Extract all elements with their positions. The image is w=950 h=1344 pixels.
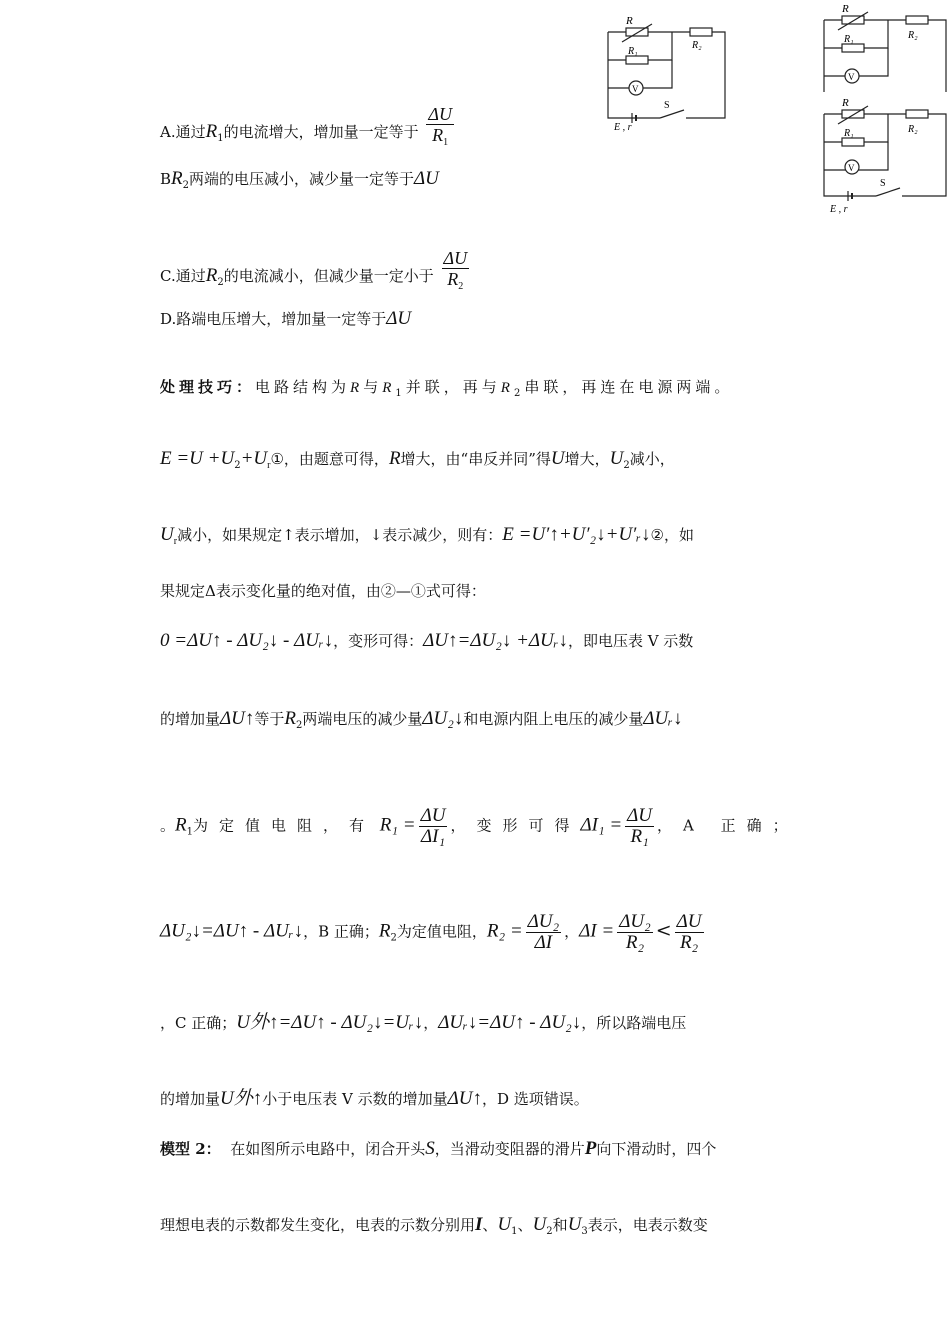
equation-1-line: $E =U +U_2+U_r①$，由题意可得，R增大，由“串反并同”得U增大，$U_2$减小，: [160, 448, 675, 471]
resistor-r: [626, 28, 648, 36]
option-d: D.路端电压增大，增加量一定等于ΔU: [160, 308, 412, 329]
resistor-r1: [626, 56, 648, 64]
svg-text:E , r: E , r: [614, 122, 632, 133]
circuit-diagram-main: [600, 10, 735, 135]
equation-7-line: ΔU₂↓=ΔU↑ - ΔUᵣ↓，B 正确；$R_2$为定值电阻，R₂ = $\frac{\text{ΔU₂}}{\Delta I}$ ，ΔI = $\frac{\text{ΔU₂}}{\text{R₂}}$ < $\frac{\Delta U}{\text{R₂}}$: [160, 911, 702, 953]
model-2-line-2: 理想电表的示数都发生变化，电表的示数分别用I、$U_1$、$U_2$和$U_3$表示，电表示数变: [160, 1214, 708, 1237]
fraction: $\frac{\text{ΔU₂}}{\Delta I}$: [527, 911, 560, 953]
svg-text:R: R: [842, 3, 849, 15]
equation-9-line: 的增加量U外↑小于电压表 V 示数的增加量ΔU↑，D 选项错误。: [160, 1088, 589, 1109]
equation-8-line: ，C 正确；U外↑=ΔU↑ - ΔU₂↓=Uᵣ↓，ΔUᵣ↓=ΔU↑ - ΔU₂↓，所以路端电压: [160, 1012, 687, 1033]
technique-line: 处理技巧：电路结构为R与$R_1$并联，再与$R_2$串联，再连在电源两端。: [160, 378, 734, 399]
svg-text:S: S: [664, 100, 670, 111]
resistor-r2: [690, 28, 712, 36]
svg-text:R₂: R₂: [908, 124, 918, 135]
equation-2-line: $U_r$减小，如果规定↑表示增加，↓表示减少，则有：E =U′↑+U′₂↓+U′ᵣ↓②，如: [160, 524, 694, 547]
fraction: $\frac{\Delta U}{R_1}$: [428, 104, 452, 148]
svg-text:V: V: [632, 84, 639, 94]
circuit-diagram-copy-bottom: [818, 94, 950, 216]
fraction: $\frac{\text{ΔU₂}}{\text{R₂}}$: [619, 911, 651, 953]
fraction: $\frac{\Delta U}{\text{ΔI₁}}$: [420, 805, 446, 847]
svg-text:V: V: [848, 163, 855, 173]
svg-text:R₂: R₂: [908, 30, 918, 41]
svg-text:R₁: R₁: [628, 46, 638, 57]
fraction: $\frac{\Delta U}{\text{R₂}}$: [676, 911, 702, 953]
option-a: A.通过$R_1$的电流增大，增加量一定等于 $\frac{\Delta U}{R_1}$: [160, 104, 792, 153]
svg-text:S: S: [880, 178, 886, 189]
option-c: C.通过$R_2$的电流减小，但减少量一定小于 $\frac{\Delta U}{R_2}$: [160, 248, 792, 297]
circuit-diagram-copy-top: [818, 0, 950, 92]
svg-text:R: R: [626, 15, 633, 27]
equation-4-line: 0 =ΔU↑ - ΔU₂↓ - ΔUᵣ↓，变形可得：ΔU↑=ΔU₂↓ +ΔUᵣ↓，即电压表 V 示数: [160, 630, 694, 651]
equation-3-line: 果规定Δ表示变化量的绝对值，由②—①式可得：: [160, 582, 486, 600]
equation-5-line: 的增加量ΔU↑等于$R_2$两端电压的减少量ΔU₂↓和电源内阻上电压的减少量ΔUᵣ↓: [160, 708, 683, 731]
svg-text:R₁: R₁: [844, 128, 854, 139]
equation-6-line: 。$R_1$为定值电阻，有 R₁ = $\frac{\Delta U}{\text{ΔI₁}}$ ，变形可得ΔI₁ = $\frac{\Delta U}{\text{R₁}}$ ，A 正确；: [160, 805, 799, 847]
svg-text:R: R: [842, 97, 849, 109]
fraction: $\frac{\Delta U}{R_2}$: [443, 248, 468, 292]
svg-text:R₂: R₂: [692, 40, 702, 51]
svg-text:R₁: R₁: [844, 34, 854, 45]
model-2-line: 模型 2： 在如图所示电路中，闭合开头S，当滑动变阻器的滑片P向下滑动时，四个: [160, 1138, 717, 1159]
svg-text:E , r: E , r: [830, 204, 848, 215]
fraction: $\frac{\Delta U}{\text{R₁}}$: [627, 805, 653, 847]
svg-text:V: V: [848, 72, 855, 82]
option-b: $BR_2$两端的电压减小，减少量一定等于ΔU: [160, 168, 439, 191]
